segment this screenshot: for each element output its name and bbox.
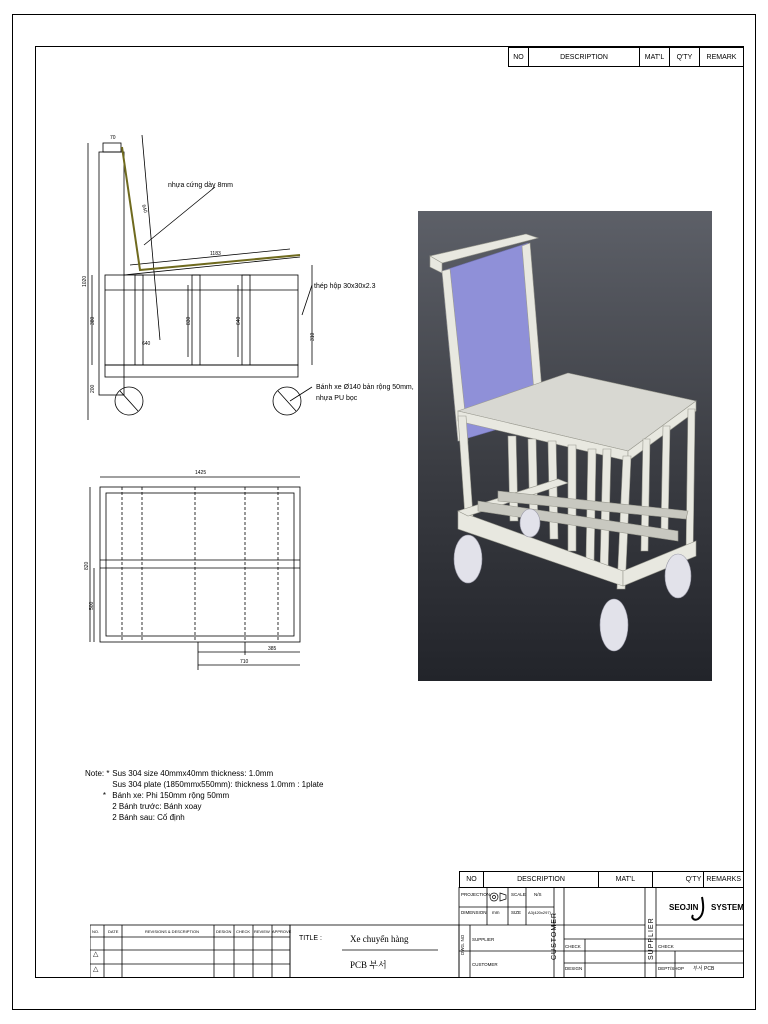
rev-header-review: REVIEW xyxy=(254,929,270,934)
tb-supplier-label: SUPPLIER xyxy=(472,937,495,942)
note-line-4: 2 Bánh trước: Bánh xoay xyxy=(112,802,202,811)
drawing-notes xyxy=(85,768,323,823)
cart-3d-render xyxy=(418,211,712,681)
tb-supplier-vertical: SUPPLIER xyxy=(648,917,655,960)
plan-dim-half: 500 xyxy=(89,601,95,610)
tb-dimension-value: mm xyxy=(492,910,500,915)
plan-dim-710: 710 xyxy=(240,659,249,665)
dim-post-2: 640 xyxy=(236,316,242,325)
cart-render-illustration xyxy=(418,211,712,681)
note-line-1: Sus 304 size 40mmx40mm thickness: 1.0mm xyxy=(112,769,274,778)
note-bullet-2: * xyxy=(102,791,106,800)
tb-dimension-label: DIMENSION xyxy=(461,910,487,915)
rev-mark-1: △ xyxy=(93,951,99,958)
tb-scale-value: N/S xyxy=(534,892,542,897)
rev-header-date: DATE xyxy=(108,929,119,934)
dim-back-width: 70 xyxy=(110,135,116,141)
plan-dim-length: 1425 xyxy=(195,470,207,476)
header-description: DESCRIPTION xyxy=(529,48,640,67)
header-quantity: Q'TY xyxy=(670,48,700,67)
tb-customer-label: CUSTOMER xyxy=(472,962,498,967)
dim-total-height: 1020 xyxy=(82,275,88,287)
header-remark: REMARK xyxy=(700,48,744,67)
parts-list-header xyxy=(508,47,744,67)
title-block-parts-header xyxy=(459,871,744,888)
dim-diag: 640 xyxy=(142,341,151,347)
note-line-3: Bánh xe: Phi 150mm rộng 50mm xyxy=(112,791,230,800)
note-line-5: 2 Bánh sau: Cố định xyxy=(112,813,185,822)
header-no: NO xyxy=(509,48,529,67)
dim-wheel-height: 200 xyxy=(90,384,96,393)
plan-dim-385: 385 xyxy=(268,646,277,652)
rev-header-design: DESIGN xyxy=(216,929,232,934)
callout-wheel-2: nhựa PU bọc xyxy=(316,395,358,402)
note-label: Note: * xyxy=(85,769,110,778)
tb-dwg-no-label: DWG. NO xyxy=(460,934,465,955)
dim-post-1: 830 xyxy=(186,316,192,325)
plan-view-drawing xyxy=(80,465,320,680)
company-name-left: SEOJIN xyxy=(669,903,699,912)
rev-header-approve: APPROVE xyxy=(272,929,292,934)
tb-dept-value: 부서 PCB xyxy=(693,966,715,972)
tb-size-value: A3(420x297) xyxy=(528,910,551,915)
projection-symbol-icon xyxy=(490,893,506,901)
callout-tube: thép hộp 30x30x2.3 xyxy=(314,283,376,290)
dim-back-height: 640 xyxy=(140,203,149,214)
tb-check-label: CHECK xyxy=(565,944,581,949)
tb-header-remarks: REMARKS xyxy=(704,872,744,888)
tb-customer-vertical: CUSTOMER xyxy=(551,912,558,960)
company-name-right: SYSTEM xyxy=(711,903,744,912)
tb-projection-label: PROJECTION xyxy=(461,892,491,897)
tb-check-label-2: CHECK xyxy=(658,944,674,949)
rev-mark-2: △ xyxy=(93,966,99,973)
title-label: TITLE : xyxy=(299,935,322,942)
tb-dept-label: DEPT/SHOP xyxy=(658,966,685,971)
dim-right: 310 xyxy=(310,332,316,341)
header-material: MAT'L xyxy=(640,48,670,67)
tb-header-no: NO xyxy=(460,872,484,888)
plan-dim-width: 820 xyxy=(84,561,90,570)
tb-design-label: DESIGN xyxy=(565,966,583,971)
side-view-drawing xyxy=(80,125,420,430)
callout-plastic: nhựa cứng dày 8mm xyxy=(168,182,234,189)
title-line-2: PCB 부서 xyxy=(350,960,387,970)
tb-header-material: MAT'L xyxy=(599,872,653,888)
rev-header-description: REVISIONS & DESCRIPTION xyxy=(145,929,200,934)
tb-header-description: DESCRIPTION xyxy=(483,872,598,888)
title-line-1: Xe chuyển hàng xyxy=(350,934,409,944)
note-line-2: Sus 304 plate (1850mmx550mm): thickness 1.0mm : 1plate xyxy=(112,780,324,789)
tb-size-label: SIZE xyxy=(511,910,522,915)
tb-header-quantity: Q'TY xyxy=(652,872,704,888)
callout-wheel-1: Bánh xe Ø140 bản rộng 50mm, xyxy=(316,384,414,391)
rev-header-check: CHECK xyxy=(236,929,251,934)
dim-seat-length: 1183 xyxy=(210,251,221,257)
dim-frame-height: 380 xyxy=(90,316,96,325)
tb-scale-label: SCALE xyxy=(511,892,526,897)
rev-header-no: NO. xyxy=(92,929,100,934)
